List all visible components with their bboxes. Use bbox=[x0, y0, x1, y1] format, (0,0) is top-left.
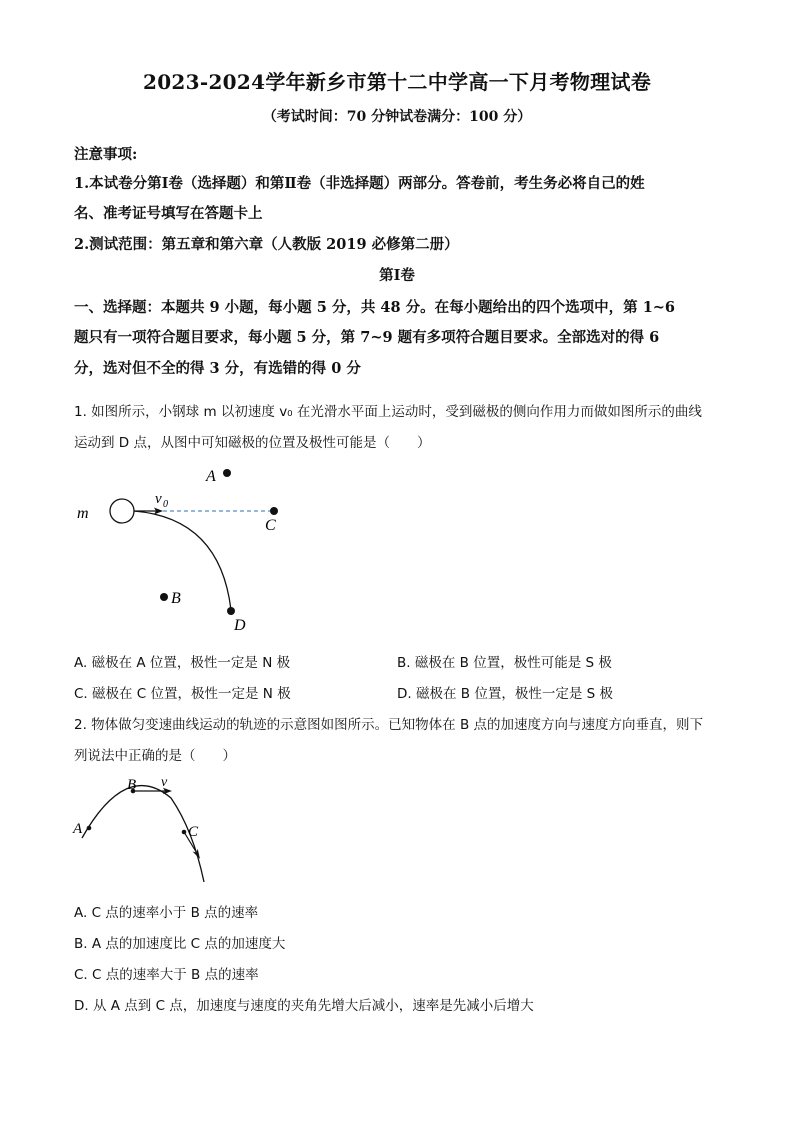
q1-option-A[interactable]: A. 磁极在 A 位置，极性一定是 N 极 bbox=[74, 655, 291, 671]
notes-line-1a: 1.本试卷分第Ⅰ卷（选择题）和第Ⅱ卷（非选择题）两部分。答卷前，考生务必将自己的姓 bbox=[74, 175, 645, 192]
q1-option-C[interactable]: C. 磁极在 C 位置，极性一定是 N 极 bbox=[74, 686, 291, 702]
label-A: A bbox=[73, 821, 83, 837]
point-C bbox=[270, 507, 278, 515]
section-instruction-1: 一、选择题：本题共 9 小题，每小题 5 分，共 48 分。在每小题给出的四个选项中，第 1~6 bbox=[74, 299, 676, 316]
q2-option-B[interactable]: B. A 点的加速度比 C 点的加速度大 bbox=[74, 936, 286, 952]
q1-stem-line-1: 1. 如图所示，小钢球 m 以初速度 v₀ 在光滑水平面上运动时，受到磁极的侧向作用力而做如图所示的曲线 bbox=[74, 404, 702, 420]
point-A bbox=[87, 826, 92, 831]
q2-option-C[interactable]: C. C 点的速率大于 B 点的速率 bbox=[74, 967, 259, 983]
section-instruction-2: 题只有一项符合题目要求，每小题 5 分，第 7~9 题有多项符合题目要求。全部选对的得 6 bbox=[74, 329, 660, 346]
label-v0: v bbox=[155, 491, 162, 507]
label-D: D bbox=[234, 617, 246, 634]
point-C bbox=[182, 830, 187, 835]
notes-line-1b: 名、准考证号填写在答题卡上 bbox=[74, 205, 263, 222]
label-v0-subscript: 0 bbox=[163, 499, 168, 510]
q1-option-B[interactable]: B. 磁极在 B 位置，极性可能是 S 极 bbox=[397, 655, 612, 671]
q2-stem-line-2: 列说法中正确的是（ ） bbox=[74, 748, 236, 764]
exam-subtitle: （考试时间：70 分钟试卷满分：100 分） bbox=[262, 109, 532, 125]
label-A: A bbox=[206, 468, 216, 485]
curved-path bbox=[134, 511, 231, 610]
label-C: C bbox=[265, 517, 276, 534]
exam-title: 2023-2024学年新乡市第十二中学高一下月考物理试卷 bbox=[142, 70, 652, 94]
label-C: C bbox=[188, 824, 199, 840]
volume-title: 第Ⅰ卷 bbox=[379, 267, 415, 284]
q1-option-D[interactable]: D. 磁极在 B 位置，极性一定是 S 极 bbox=[397, 686, 613, 702]
label-B: B bbox=[127, 777, 137, 793]
point-D bbox=[227, 607, 235, 615]
q2-option-D[interactable]: D. 从 A 点到 C 点，加速度与速度的夹角先增大后减小，速率是先减小后增大 bbox=[74, 998, 534, 1014]
q1-stem-line-2: 运动到 D 点，从图中可知磁极的位置及极性可能是（ ） bbox=[74, 435, 431, 451]
q1-figure bbox=[70, 458, 310, 638]
notes-line-2: 2.测试范围：第五章和第六章（人教版 2019 必修第二册） bbox=[74, 236, 459, 253]
point-A bbox=[223, 469, 231, 477]
label-v: v bbox=[161, 775, 168, 790]
q2-stem-line-1: 2. 物体做匀变速曲线运动的轨迹的示意图如图所示。已知物体在 B 点的加速度方向与速度方向垂直，则下 bbox=[74, 717, 704, 733]
q2-option-A[interactable]: A. C 点的速率小于 B 点的速率 bbox=[74, 905, 259, 921]
q2-figure bbox=[70, 770, 220, 888]
steel-ball bbox=[110, 499, 134, 523]
label-m: m bbox=[77, 505, 89, 522]
section-instruction-3: 分，选对但不全的得 3 分，有选错的得 0 分 bbox=[74, 360, 361, 377]
label-B: B bbox=[171, 590, 181, 607]
point-B bbox=[160, 593, 168, 601]
notes-heading: 注意事项: bbox=[74, 146, 138, 163]
